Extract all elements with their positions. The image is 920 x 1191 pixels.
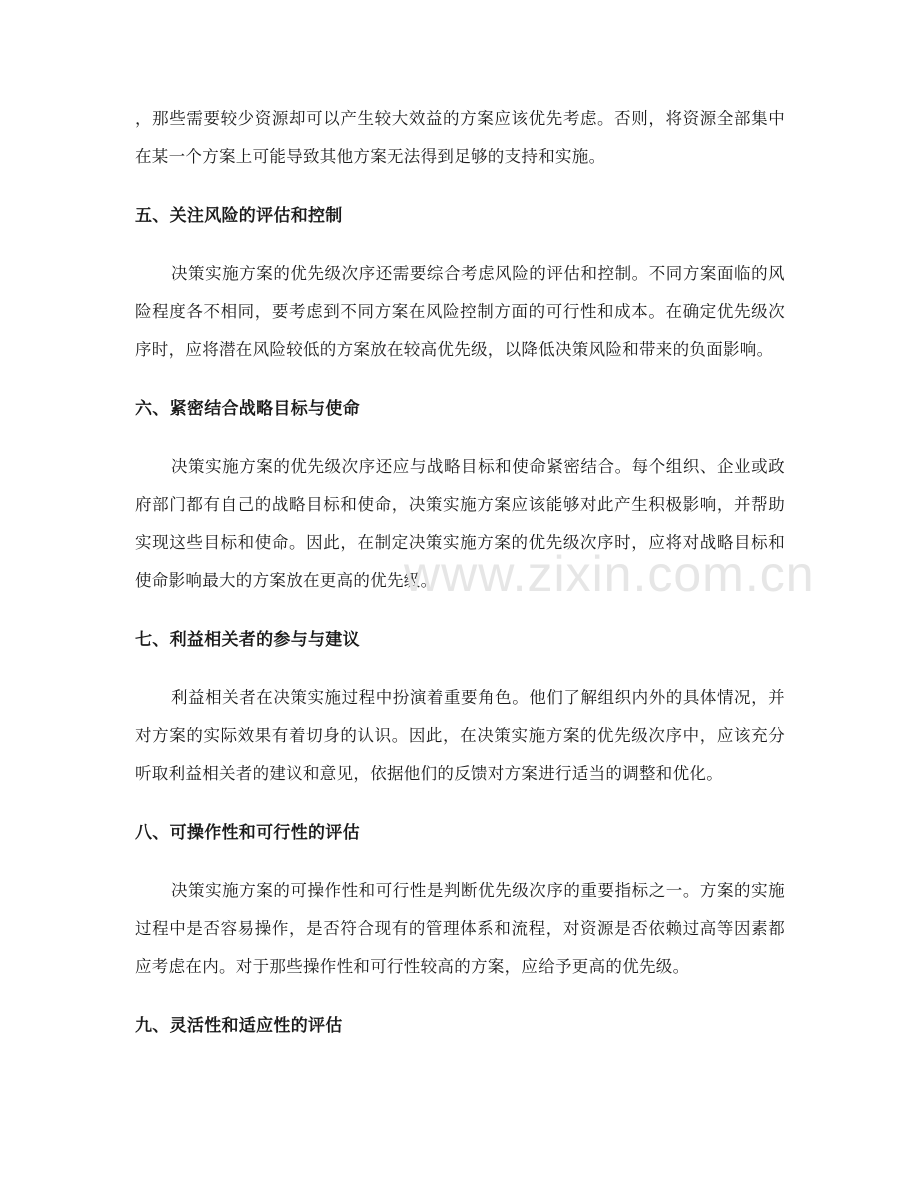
section-heading-9: 九、灵活性和适应性的评估 <box>135 1016 343 1036</box>
section-heading-6: 六、紧密结合战略目标与使命 <box>135 399 360 419</box>
section-heading-8: 八、可操作性和可行性的评估 <box>135 823 360 843</box>
section-heading-7: 七、利益相关者的参与与建议 <box>135 630 360 650</box>
document-body <box>135 100 785 1045</box>
paragraph-section-5: 决策实施方案的优先级次序还需要综合考虑风险的评估和控制。不同方案面临的风险程度各不相同，要考虑到不同方案在风险控制方面的可行性和成本。在确定优先级次序时，应将潜在风险较低的方案放在较高优先级，以降低决策风险和带来的负面影响。 <box>135 264 785 359</box>
watermark: www.zixin.com.cn <box>404 546 815 602</box>
paragraph-continued: ，那些需要较少资源却可以产生较大效益的方案应该优先考虑。否则，将资源全部集中在某一个方案上可能导致其他方案无法得到足够的支持和实施。 <box>135 109 785 166</box>
section-heading-5: 五、关注风险的评估和控制 <box>135 206 343 226</box>
paragraph-section-7: 利益相关者在决策实施过程中扮演着重要角色。他们了解组织内外的具体情况，并对方案的实际效果有着切身的认识。因此，在决策实施方案的优先级次序中，应该充分听取利益相关者的建议和意见，依据他们的反馈对方案进行适当的调整和优化。 <box>135 688 785 783</box>
paragraph-section-6: 决策实施方案的优先级次序还应与战略目标和使命紧密结合。每个组织、企业或政府部门都有自己的战略目标和使命，决策实施方案应该能够对此产生积极影响，并帮助实现这些目标和使命。因此，在制定决策实施方案的优先级次序时，应将对战略目标和使命影响最大的方案放在更高的优先级。 <box>135 457 785 590</box>
paragraph-section-8: 决策实施方案的可操作性和可行性是判断优先级次序的重要指标之一。方案的实施过程中是否容易操作，是否符合现有的管理体系和流程，对资源是否依赖过高等因素都应考虑在内。对于那些操作性和可行性较高的方案，应给予更高的优先级。 <box>135 881 785 976</box>
